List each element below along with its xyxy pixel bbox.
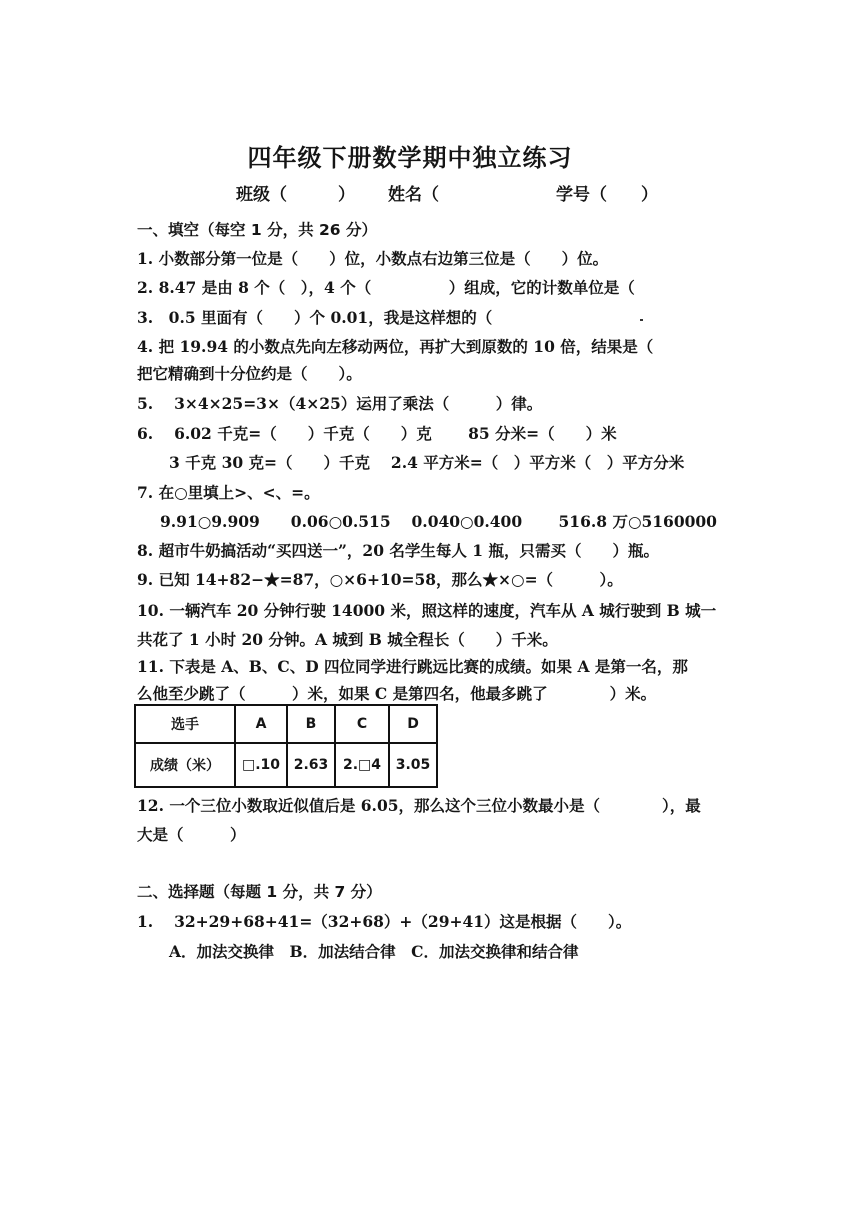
table-cell: 成绩（米） <box>135 743 235 787</box>
name-field-label: 姓名（ <box>388 185 439 205</box>
question-1: 1. 小数部分第一位是（ ）位，小数点右边第三位是（ ）位。 <box>137 249 609 268</box>
choice-question-1-options: A．加法交换律 B．加法结合律 C．加法交换律和结合律 <box>169 942 579 961</box>
table-header-cell: D <box>389 705 437 743</box>
table-header-cell: A <box>235 705 287 743</box>
table-header-row <box>135 705 437 743</box>
question-11-line-2: 么他至少跳了（ ）米，如果 C 是第四名，他最多跳了 ）米。 <box>137 684 657 703</box>
question-2: 2. 8.47 是由 8 个（ ），4 个（ ）组成，它的计数单位是（ <box>137 278 635 297</box>
class-field-label: 班级（ ） <box>236 185 355 205</box>
question-6-line-1: 6. 6.02 千克=（ ）千克（ ）克 85 分米=（ ）米 <box>137 424 617 443</box>
choice-question-1: 1. 32+29+68+41=（32+68）+（29+41）这是根据（ ）。 <box>137 912 632 931</box>
scores-table <box>134 704 438 788</box>
table-header-cell: C <box>335 705 389 743</box>
question-9: 9. 已知 14+82−★=87，○×6+10=58，那么★×○=（ ）。 <box>137 570 623 589</box>
section-2-heading: 二、选择题（每题 1 分，共 7 分） <box>137 883 382 901</box>
table-header-cell: 选手 <box>135 705 235 743</box>
question-10-line-2: 共花了 1 小时 20 分钟。A 城到 B 城全程长（ ）千米。 <box>137 630 558 649</box>
question-3: 3. 0.5 里面有（ ）个 0.01，我是这样想的（ <box>137 308 493 327</box>
question-12-line-1: 12. 一个三位小数取近似值后是 6.05，那么这个三位小数最小是（ ），最 <box>137 796 701 815</box>
page-title: 四年级下册数学期中独立练习 <box>247 144 573 172</box>
question-10-line-1: 10. 一辆汽车 20 分钟行驶 14000 米，照这样的速度，汽车从 A 城行驶到 B 城一 <box>137 601 717 620</box>
question-4-line-1: 4. 把 19.94 的小数点先向左移动两位，再扩大到原数的 10 倍，结果是（ <box>137 337 654 356</box>
question-7-comparisons: 9.91○9.909 0.06○0.515 0.040○0.400 516.8 万○5160000 <box>160 512 717 531</box>
question-7-line-1: 7. 在○里填上>、<、=。 <box>137 483 320 502</box>
question-8: 8. 超市牛奶搞活动“买四送一”，20 名学生每人 1 瓶，只需买（ ）瓶。 <box>137 541 659 560</box>
table-cell: 3.05 <box>389 743 437 787</box>
question-12-line-2: 大是（ ） <box>137 825 246 844</box>
table-row <box>135 743 437 787</box>
section-1-heading: 一、填空（每空 1 分，共 26 分） <box>137 221 377 239</box>
table-cell: 2.□4 <box>335 743 389 787</box>
table-cell: 2.63 <box>287 743 335 787</box>
table-cell: □.10 <box>235 743 287 787</box>
question-5: 5. 3×4×25=3×（4×25）运用了乘法（ ）律。 <box>137 394 543 413</box>
question-4-line-2: 把它精确到十分位约是（ ）。 <box>137 364 362 383</box>
table-header-cell: B <box>287 705 335 743</box>
question-6-line-2: 3 千克 30 克=（ ）千克 2.4 平方米=（ ）平方米（ ）平方分米 <box>169 453 685 472</box>
scan-speck <box>640 319 643 321</box>
question-11-line-1: 11. 下表是 A、B、C、D 四位同学进行跳远比赛的成绩。如果 A 是第一名，那 <box>137 657 688 676</box>
student-id-field-label: 学号（ ） <box>556 185 658 205</box>
